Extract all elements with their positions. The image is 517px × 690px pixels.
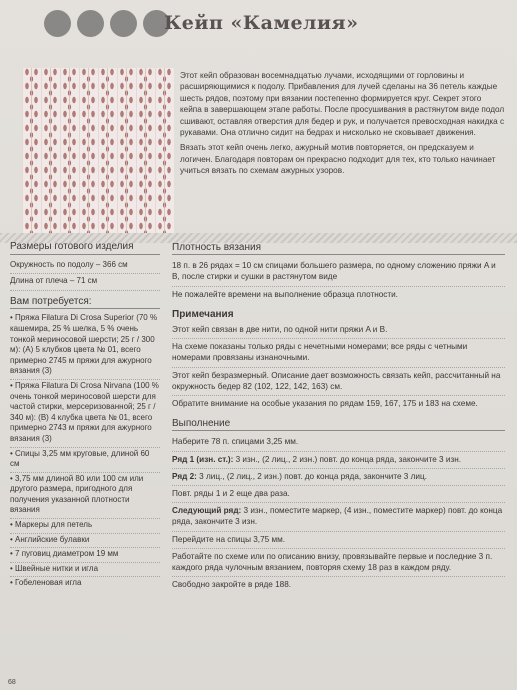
execution-step — [172, 503, 505, 531]
execution-step — [172, 469, 505, 486]
note-item: Этот кейп безразмерный. Описание дает возможность связать кейп, рассчитанный на окружность бедер 82 (102, 122, 142, 163) см. — [172, 368, 505, 396]
list-item: • 3,75 мм длиной 80 или 100 см или другого размера, пригодного для получения указанной плотности вязания — [10, 473, 160, 519]
step-text: Свободно закройте в ряде 188. — [172, 580, 292, 590]
step-text: 3 изн., (2 лиц., 2 изн.) повт. до конца ряда, закончите 3 изн. — [233, 454, 462, 464]
intro-paragraph: Вязать этот кейп очень легко, ажурный мотив повторяется, он предсказуем и логичен. Благодаря повторам он прекрасно подходит для тех, кто только начинает учиться вязать по схемам ажурных узоров. — [180, 143, 496, 176]
list-item: • Пряжа Filatura Di Crosa Superior (70 % кашемира, 25 % шелка, 5 % очень тонкой мериносовой шерсти; 25 г / 300 м): (A) 5 клубков цвета № 01, всего примерно 2745 м пряжи для ажурного вязания (3) — [10, 312, 160, 380]
step-text: Повт. ряды 1 и 2 еще два раза. — [172, 489, 290, 499]
gauge-note: Не пожалейте времени на выполнение образца плотности. — [172, 289, 398, 299]
step-text: Наберите 78 п. спицами 3,25 мм. — [172, 437, 299, 447]
sizes-heading: Размеры готового изделия — [10, 242, 160, 255]
list-item: • Маркеры для петель — [10, 519, 160, 534]
note-item: На схеме показаны только ряды с нечетными номерами; все ряды с четными номерами провязаны изнаночными. — [172, 339, 505, 367]
size-row: Длина от плеча – 71 см — [10, 274, 160, 291]
execution-step — [172, 452, 505, 469]
list-item: • Пряжа Filatura Di Crosa Nirvana (100 % очень тонкой мериносовой шерсти для частой стирки, мерсеризованной; 25 г / 340 м): (B) 4 клубка цвета № 01, всего примерно 2743 м пряжи для ажурного вязания (3) — [10, 380, 160, 448]
right-column — [172, 242, 505, 593]
execution-step — [172, 434, 505, 451]
step-label: Ряд 1 (изн. ст.): — [172, 454, 234, 464]
step-text: Работайте по схеме или по описанию внизу, провязывайте первые и последние 3 п. каждого ряда чулочным вязанием, повторяя схему 18 раз в каждом ряду. — [172, 551, 493, 573]
circle-icon — [110, 10, 137, 37]
circle-icon — [44, 10, 71, 37]
list-item: • Гобеленовая игла — [10, 578, 82, 588]
execution-step — [172, 577, 505, 593]
list-item: • Спицы 3,25 мм круговые, длиной 60 см — [10, 448, 160, 473]
step-text: 3 изн., поместите маркер, (4 изн., поместите маркер) повт. до конца ряда, закончите 3 изн. — [172, 506, 503, 527]
list-item: • 7 пуговиц диаметром 19 мм — [10, 548, 160, 563]
execution-heading: Выполнение — [172, 418, 505, 431]
intro-paragraph: Этот кейп образован восемнадцатью лучами, исходящими от горловины и расширяющимися к подолу. Прибавления для лучей сделаны на 36 петель каждые шесть рядов, поэтому при вязании постепенно формируется круг. Секрет этого кейпа в завершающем этапе работы. После просушивания в растянутом виде подол сшивают, оставляя отверстия для бедер и рук, и получается превосходная накидка с рукавами. Она отлично сидит на бедрах и нисколько не сковывает движения. — [180, 71, 505, 138]
step-label: Следующий ряд: — [172, 506, 242, 516]
gauge-heading: Плотность вязания — [172, 242, 505, 255]
needs-heading: Вам потребуется: — [10, 297, 160, 310]
gauge-text: 18 п. в 26 рядах = 10 см спицами большего размера, по одному сложению пряжи A и B, после стирки и сушки в растянутом виде — [172, 258, 505, 286]
page-number: 68 — [8, 679, 16, 686]
decorative-circles — [44, 10, 170, 37]
note-item: Обратите внимание на особые указания по рядам 159, 167, 175 и 183 на схеме. — [172, 399, 478, 409]
circle-icon — [77, 10, 104, 37]
execution-step — [172, 549, 505, 577]
intro-text — [180, 70, 505, 181]
page-title: Кейп «Камелия» — [164, 12, 359, 34]
step-text: 3 лиц., (2 лиц., 2 изн.) повт. до конца ряда, закончите 3 лиц. — [196, 471, 427, 481]
list-item: • Английские булавки — [10, 534, 160, 549]
lace-pattern-image — [22, 68, 174, 233]
step-text: Перейдите на спицы 3,75 мм. — [172, 534, 285, 544]
note-item: Этот кейп связан в две нити, по одной нити пряжи A и B. — [172, 322, 505, 339]
list-item: • Швейные нитки и игла — [10, 563, 160, 578]
step-label: Ряд 2: — [172, 471, 197, 481]
execution-step — [172, 486, 505, 503]
lace-pattern-photo — [22, 68, 174, 233]
notes-heading: Примечания — [172, 308, 234, 320]
left-column — [10, 242, 160, 591]
size-row: Окружность по подолу – 366 см — [10, 258, 160, 275]
execution-step — [172, 532, 505, 549]
